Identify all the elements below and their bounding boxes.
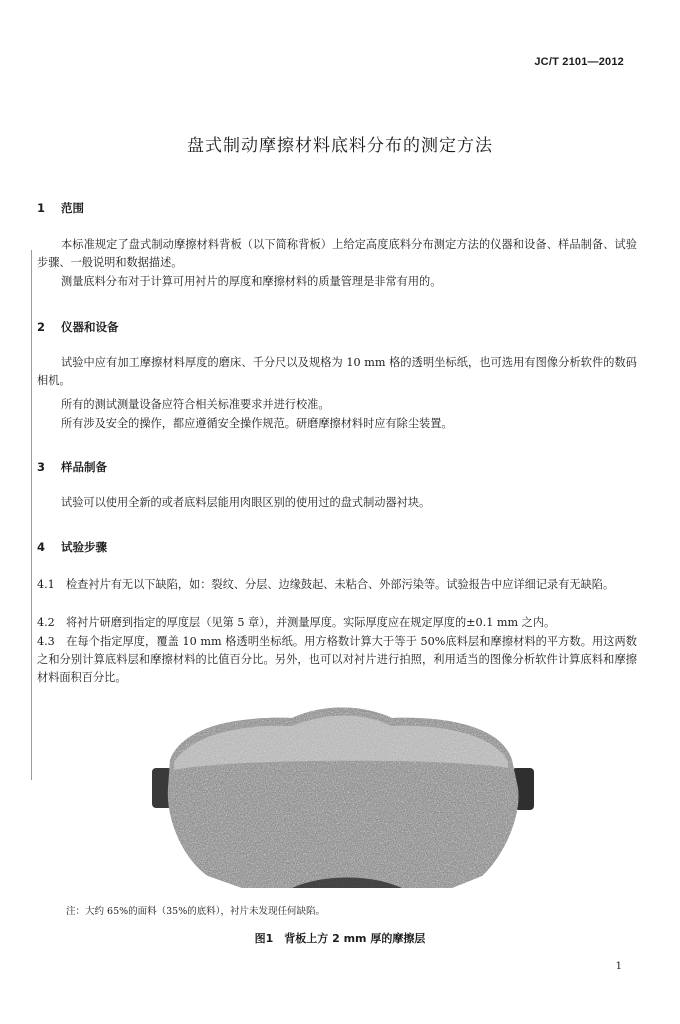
section-title: 范围 [61,201,84,215]
section-2-paragraph-3: 所有涉及安全的操作，都应遵循安全操作规范。研磨摩擦材料时应有除尘装置。 [61,417,453,430]
section-2-paragraph-2: 所有的测试测量设备应符合相关标准要求并进行校准。 [61,398,330,411]
brake-pad-photo [152,698,536,894]
section-1-paragraph-2: 测量底料分布对于计算可用衬片的厚度和摩擦材料的质量管理是非常有用的。 [61,275,442,288]
section-2-heading [37,319,119,335]
section-3-heading [37,459,107,475]
section-number: 1 [37,201,46,215]
document-title: 盘式制动摩擦材料底料分布的测定方法 [187,136,493,156]
section-number: 3 [37,460,46,474]
standard-code: JC/T 2101—2012 [534,56,624,68]
page-number: 1 [615,961,622,972]
section-2-paragraph-1: 试验中应有加工摩擦材料厚度的磨床、千分尺以及规格为 10 mm 格的透明坐标纸，也可选用有图像分析软件的数码相机。 [37,356,637,387]
section-3-paragraph-1: 试验可以使用全新的或者底料层能用肉眼区别的使用过的盘式制动器衬块。 [61,496,431,509]
section-title: 样品制备 [61,460,107,474]
clause-4-1: 4.1 检查衬片有无以下缺陷，如：裂纹、分层、边缘鼓起、未粘合、外部污染等。试验报告中应详细记录有无缺陷。 [37,578,615,591]
section-title: 试验步骤 [61,540,107,554]
figure-caption: 图1 背板上方 2 mm 厚的摩擦层 [254,932,426,945]
section-number: 4 [37,540,46,554]
section-4-heading [37,539,107,555]
section-number: 2 [37,320,46,334]
clause-4-2: 4.2 将衬片研磨到指定的厚度层（见第 5 章），并测量厚度。实际厚度应在规定厚度的±0.1 mm 之内。 [37,616,556,629]
clause-4-3: 4.3 在每个指定厚度，覆盖 10 mm 格透明坐标纸。用方格数计算大于等于 50%底料层和摩擦材料的平方数。用这两数之和分别计算底料层和摩擦材料的比值百分比。另外，也可以对衬片进行拍照，利用适当的图像分析软件计算底料和摩擦材料面积百分比。 [37,635,637,684]
section-1-paragraph-1: 本标准规定了盘式制动摩擦材料背板（以下简称背板）上给定高度底料分布测定方法的仪器和设备、样品制备、试验步骤、一般说明和数据描述。 [37,238,637,269]
section-1-heading [37,200,84,216]
section-title: 仪器和设备 [61,320,119,334]
figure-note: 注：大约 65%的面料（35%的底料），衬片未发现任何缺陷。 [66,906,326,917]
margin-line [31,250,32,780]
